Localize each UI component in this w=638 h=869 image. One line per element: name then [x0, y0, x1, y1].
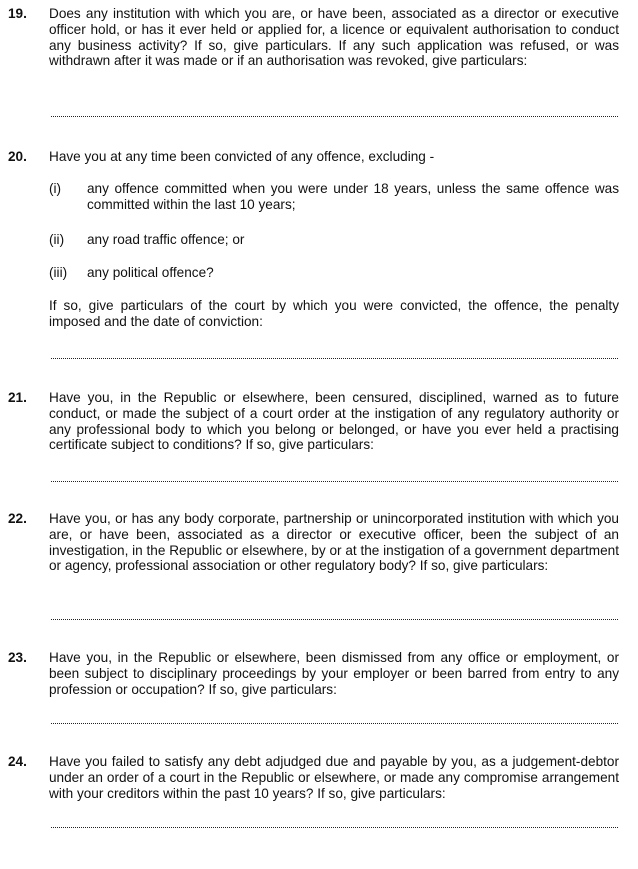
question-text: Have you, in the Republic or elsewhere, been dismissed from any office or employment, or been subject to disciplinary proceedings by your employer or been barred from entry to any profession or occupation? If so, give particulars: — [49, 650, 619, 697]
sub-item-label: (iii) — [49, 265, 68, 280]
question-number: 22. — [8, 511, 27, 526]
sub-item-text: any road traffic offence; or — [87, 232, 245, 247]
question-number: 24. — [8, 754, 27, 769]
answer-line-22[interactable] — [51, 618, 618, 620]
question-20-followup: If so, give particulars of the court by which you were convicted, the offence, the penalty imposed and the date of conviction: — [49, 298, 619, 329]
question-number: 20. — [8, 149, 27, 164]
question-text: Have you, or has any body corporate, partnership or unincorporated institution with which you are, or have been, associated as a director or executive officer, been the subject of an investigation, in the Republic or elsewhere, by or at the instigation of a government department or agency, professional association or other regulatory body? If so, give particulars: — [49, 511, 619, 574]
answer-line-23[interactable] — [51, 722, 618, 724]
question-text: Have you failed to satisfy any debt adjudged due and payable by you, as a judgement-debtor under an order of a court in the Republic or elsewhere, or made any compromise arrangement with your creditors within the past 10 years? If so, give particulars: — [49, 754, 619, 801]
sub-item-text: any political offence? — [87, 265, 214, 280]
question-text: Have you, in the Republic or elsewhere, been censured, disciplined, warned as to future conduct, or made the subject of a court order at the instigation of any regulatory authority or any professional body to which you belong or belonged, or have you ever held a practising certificate subject to conditions? If so, give particulars: — [49, 390, 619, 453]
question-text: Have you at any time been convicted of any offence, excluding - — [49, 149, 435, 164]
sub-item-label: (ii) — [49, 232, 65, 247]
sub-item-text: any offence committed when you were under 18 years, unless the same offence was committed within the last 10 years; — [87, 181, 619, 212]
question-number: 21. — [8, 390, 27, 405]
answer-line-19[interactable] — [51, 115, 618, 117]
sub-item-label: (i) — [49, 181, 62, 196]
answer-line-24[interactable] — [51, 826, 618, 828]
question-number: 23. — [8, 650, 27, 665]
question-number: 19. — [8, 6, 27, 21]
answer-line-21[interactable] — [51, 480, 618, 482]
question-text: Does any institution with which you are, or have been, associated as a director or executive officer hold, or has it ever held or applied for, a licence or equivalent authorisation to conduct any business activity? If so, give particulars. If any such application was refused, or was withdrawn after it was made or if an authorisation was revoked, give particulars: — [49, 6, 619, 69]
answer-line-20[interactable] — [51, 357, 618, 359]
